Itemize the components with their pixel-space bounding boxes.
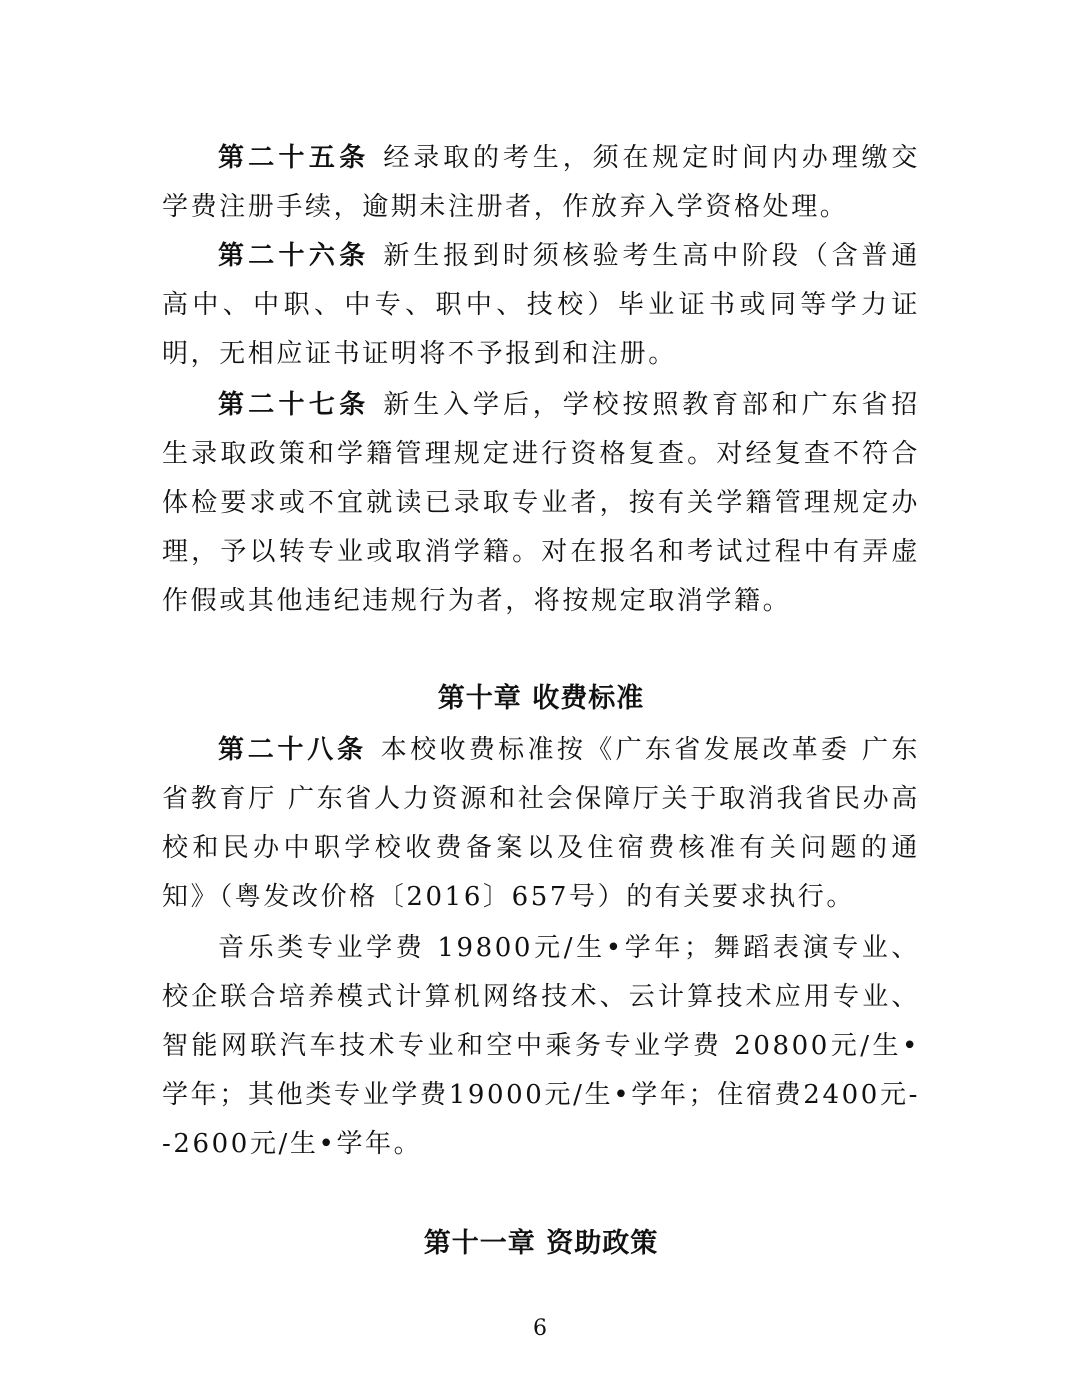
article-25-text: 经录取的考生，须在规定时间内办理缴交学费注册手续，逾期未注册者，作放弃入学资格处理。 bbox=[162, 143, 920, 222]
article-25-paragraph bbox=[162, 134, 920, 232]
page-number: 6 bbox=[533, 1316, 547, 1341]
article-27-text: 新生入学后，学校按照教育部和广东省招生录取政策和学籍管理规定进行资格复查。对经复查不符合体检要求或不宜就读已录取专业者，按有关学籍管理规定办理，予以转专业或取消学籍。对在报名和考试过程中有弄虚作假或其他违纪违规行为者，将按规定取消学籍。 bbox=[162, 390, 920, 616]
article-25-label: 第二十五条 bbox=[218, 143, 370, 173]
article-28-label: 第二十八条 bbox=[218, 735, 367, 765]
article-26-label: 第二十六条 bbox=[218, 241, 370, 271]
fee-standards-text: 音乐类专业学费 19800元/生•学年；舞蹈表演专业、校企联合培养模式计算机网络技术、云计算技术应用专业、智能网联汽车技术专业和空中乘务专业学费 20800元/生•学年；其他类专业学费19000元/生•学年；住宿费2400元--2600元/生•学年。 bbox=[162, 933, 920, 1159]
chapter-11-heading: 第十一章 资助政策 bbox=[423, 1228, 659, 1259]
fee-standards-paragraph bbox=[162, 924, 920, 1169]
article-27-paragraph bbox=[162, 381, 920, 626]
chapter-10-heading: 第十章 收费标准 bbox=[437, 683, 645, 714]
article-27-label: 第二十七条 bbox=[218, 390, 370, 420]
article-26-text: 新生报到时须核验考生高中阶段（含普通高中、中职、中专、职中、技校）毕业证书或同等学力证明，无相应证书证明将不予报到和注册。 bbox=[162, 241, 920, 369]
article-26-paragraph bbox=[162, 232, 920, 379]
article-28-text: 本校收费标准按《广东省发展改革委 广东省教育厅 广东省人力资源和社会保障厅关于取消我省民办高校和民办中职学校收费备案以及住宿费核准有关问题的通知》（粤发改价格〔2016〕657号）的有关要求执行。 bbox=[162, 735, 920, 912]
article-28-paragraph bbox=[162, 726, 920, 922]
